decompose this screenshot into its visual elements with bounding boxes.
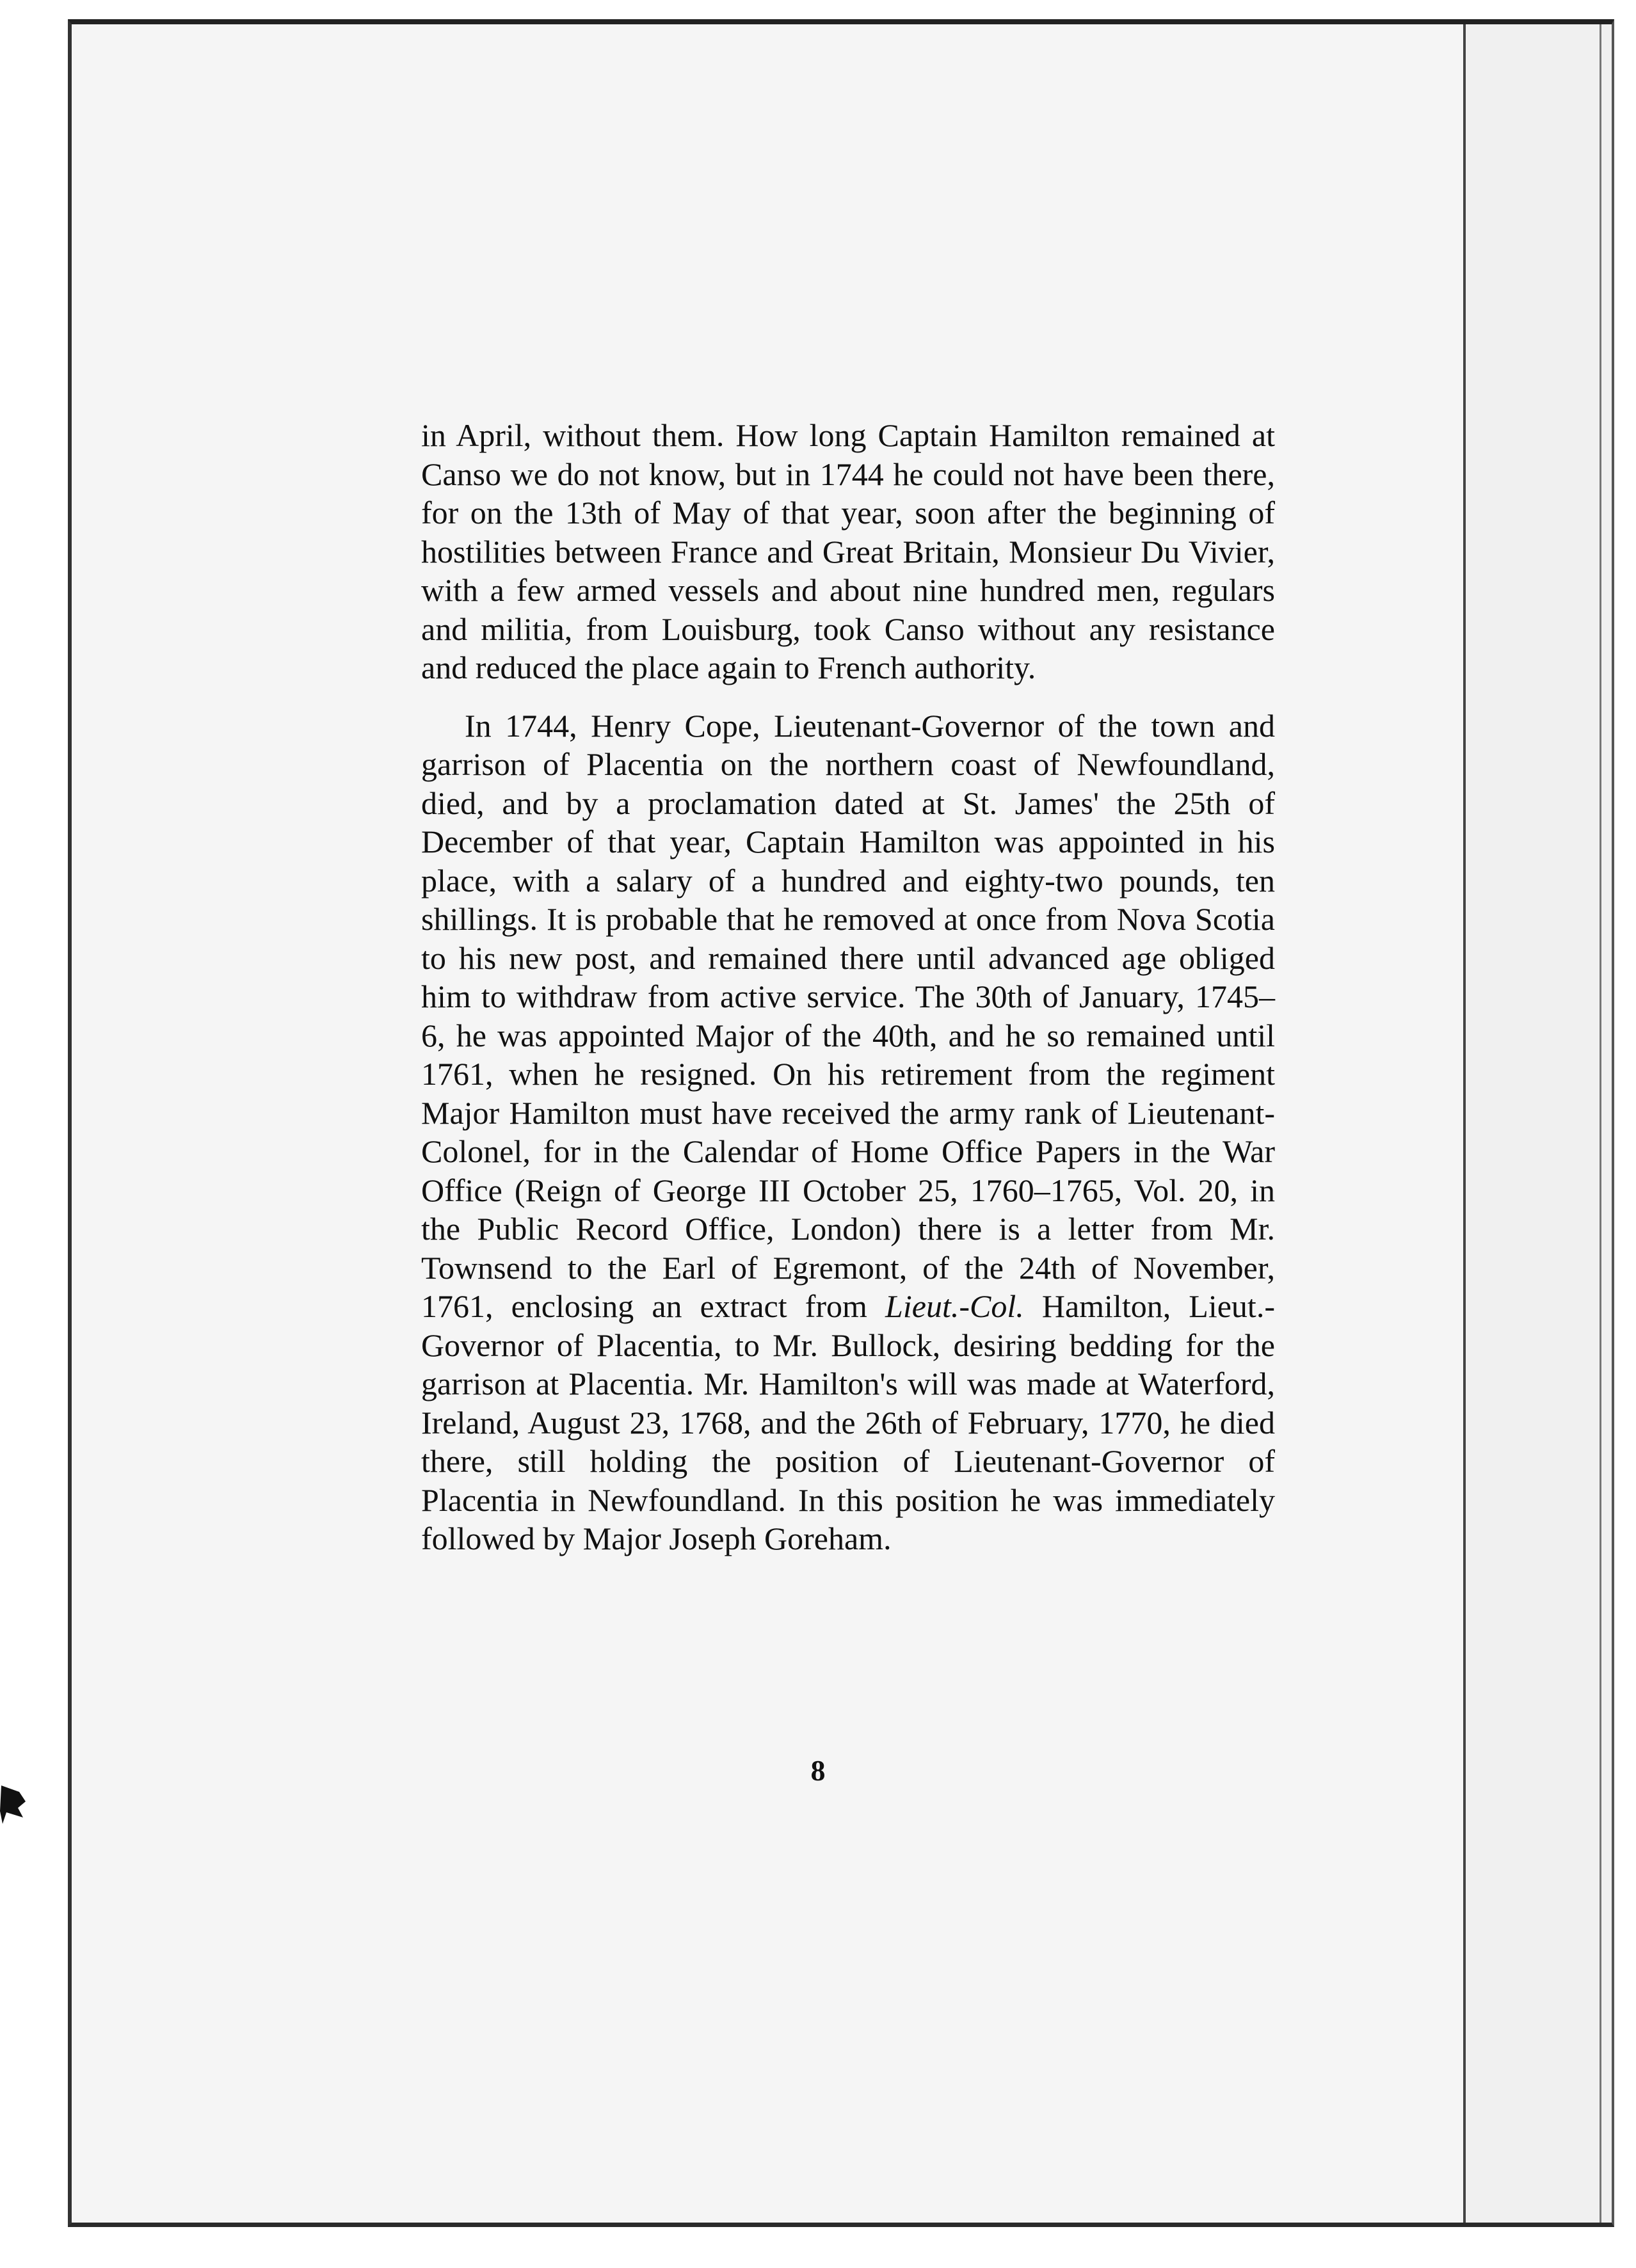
text-run: In 1744, Henry Cope, Lieutenant-Governor of the town and garrison of Placentia on the northern coast of Newfoundland, died, and by a proclamation dated at St. James' the 25th of December of that year, Captain Hamilton was appointed in his place, with a salary of a hundred and eighty-two pounds, ten shillings. It is probable that he removed at once from Nova Scotia to his new post, and remained there until advanced age obliged him to withdraw from active service. The 30th of January, 1745–6, he was appointed Major of the 40th, and he so remained until 1761, when he resigned. On his retirement from the regiment Major Hamilton must have received the army rank of Lieutenant-Colonel, for in the Calendar of Home Office Papers in the War Office (Reign of George III October 25, 1760–1765, Vol. 20, in the Public Record Office, London) there is a letter from Mr. Townsend to the Earl of Egremont, of the 24th of November, 1761, enclosing an extract from	[421, 707, 1275, 1324]
paragraph	[421, 416, 1275, 687]
facing-page-edge	[1463, 24, 1612, 2223]
italic-text-run: Lieut.-Col.	[885, 1288, 1024, 1324]
body-text	[421, 416, 1275, 1577]
text-run: Hamilton, Lieut.-Governor of Placentia, to Mr. Bullock, desiring bedding for the garrison at Placentia. Mr. Hamilton's will was made at Waterford, Ireland, August 23, 1768, and the 26th of February, 1770, he died there, still holding the position of Lieutenant-Governor of Placentia in Newfoundland. In this position he was immediately followed by Major Joseph Goreham.	[421, 1288, 1275, 1556]
text-run: in April, without them. How long Captain Hamilton remained at Canso we do not know, but in 1744 he could not have been there, for on the 13th of May of that year, soon after the beginning of hostilities between France and Great Britain, Monsieur Du Vivier, with a few armed vessels and about nine hundred men, regulars and militia, from Louisburg, took Canso without any resistance and reduced the place again to French authority.	[421, 417, 1275, 685]
paragraph	[421, 707, 1275, 1558]
page-number: 8	[810, 1754, 826, 1787]
